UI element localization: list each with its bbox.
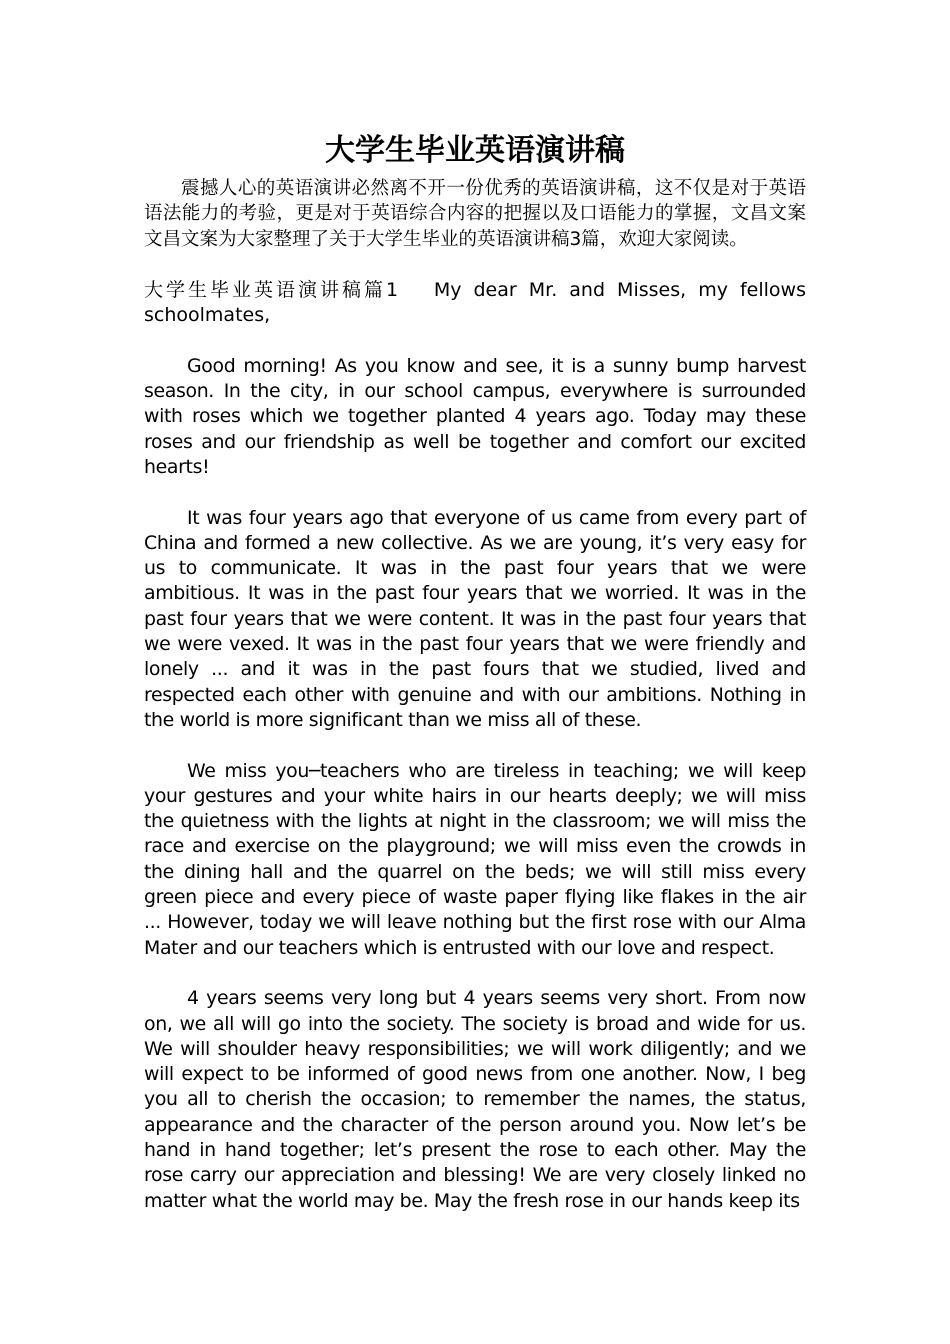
salutation-continuation: schoolmates, [144,304,271,327]
intro-paragraph: 震撼人心的英语演讲必然离不开一份优秀的英语演讲稿，这不仅是对于英语语法能力的考验，更是对于英语综合内容的把握以及口语能力的掌握，文昌文案文昌文案为大家整理了关于大学生毕业的英语演讲稿3篇，欢迎大家阅读。 [144,178,806,250]
section-heading-line [144,278,806,303]
document-body [144,128,806,1214]
salutation: My dear Mr. and Misses, my fellows [433,278,806,301]
document-title: 大学生毕业英语演讲稿 [325,133,625,168]
body-paragraph: Good morning! As you know and see, it is a sunny bump harvest season. In the city, in our school campus, everywhere is surrounded with roses which we together planted 4 years ago. Today may these roses and our friendship as well be together and comfort our excited hearts! [144,354,806,478]
section-heading-block [144,278,806,329]
body-paragraph: We miss you─teachers who are tireless in teaching; we will keep your gestures and your white hairs in our hearts deeply; we will miss the quietness with the lights at night in the classroom; we will miss the race and exercise on the playground; we will miss even the crowds in the dining hall and the quarrel on the beds; we will still miss every green piece and every piece of waste paper flying like flakes in the air ... However, today we will leave nothing but the first rose with our Alma Mater and our teachers which is entrusted with our love and respect. [144,759,806,959]
section-heading: 大学生毕业英语演讲稿篇1 [144,278,402,301]
body-paragraph: It was four years ago that everyone of us came from every part of China and formed a new collective. As we are young, it’s very easy for us to communicate. It was in the past four years that we were ambitious. It was in the past four years that we worried. It was in the past four years that we were content. It was in the past four years that we were vexed. It was in the past four years that we were friendly and lonely ... and it was in the past fours that we studied, lived and respected each other with genuine and with our ambitions. Nothing in the world is more significant than we miss all of these. [144,506,806,731]
body-paragraph: 4 years seems very long but 4 years seems very short. From now on, we all will go into the society. The society is broad and wide for us. We will shoulder heavy responsibilities; we will work diligently; and we will expect to be informed of good news from one another. Now, I beg you all to cherish the occasion; to remember the names, the status, appearance and the character of the person around you. Now let’s be hand in hand together; let’s present the rose to each other. May the rose carry our appreciation and blessing! We are very closely linked no matter what the world may be. May the fresh rose in our hands keep its [144,987,806,1212]
